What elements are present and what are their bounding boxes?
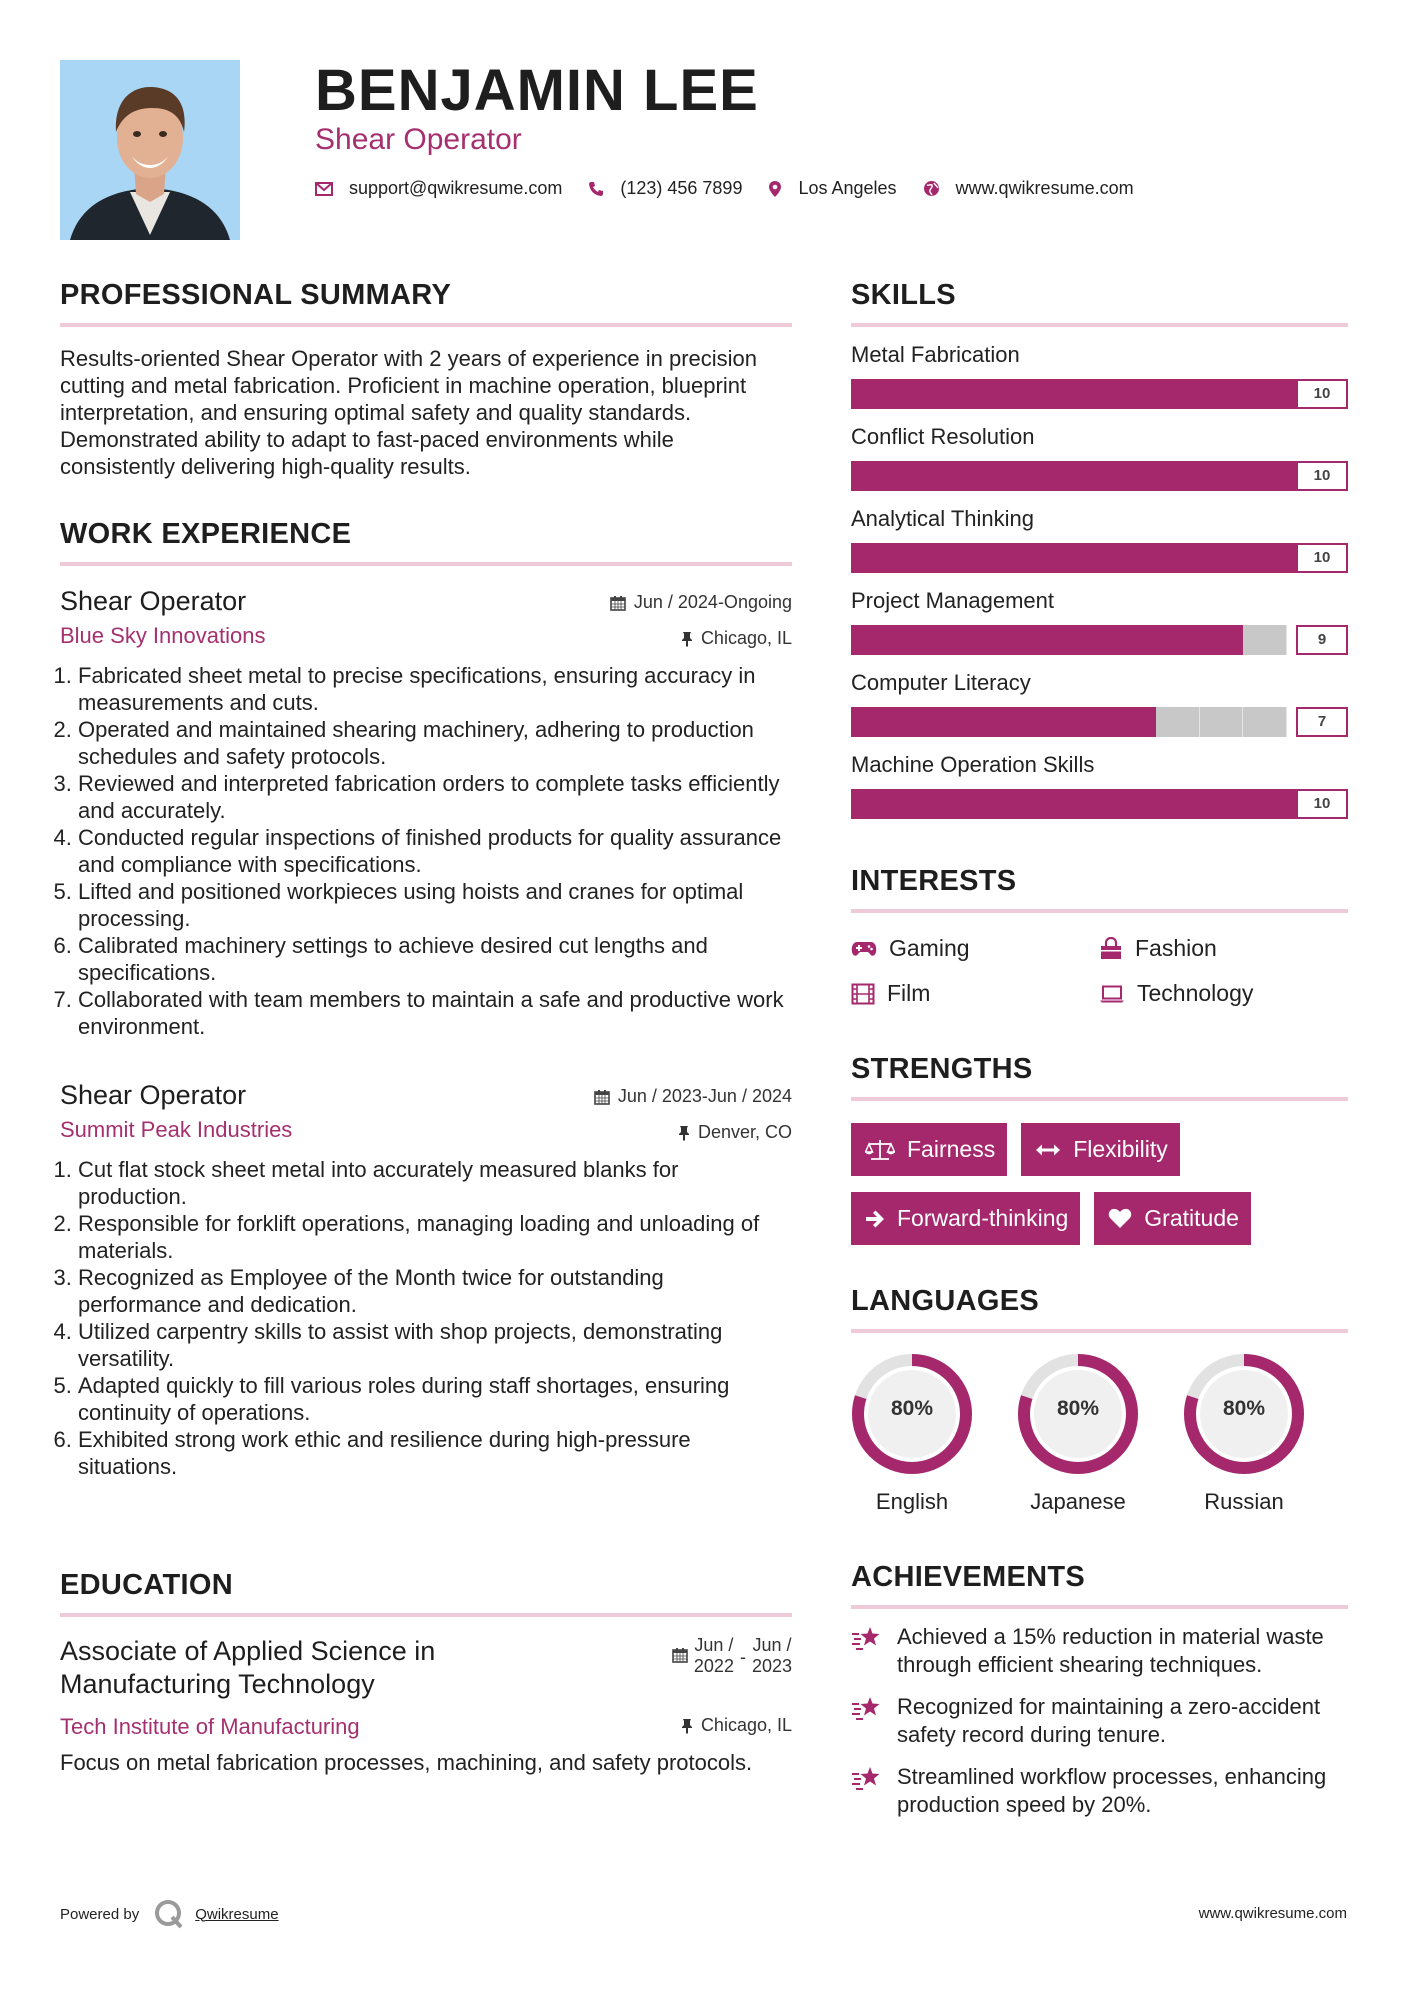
section-divider [851, 1329, 1348, 1333]
job-title: Shear Operator [60, 586, 247, 616]
language-percent: 80% [1056, 1397, 1100, 1420]
skill-bar-segment-filled [1200, 625, 1244, 655]
skill-bar-track [851, 707, 1287, 737]
skill-name: Machine Operation Skills [851, 752, 1095, 777]
pushpin-icon [681, 1718, 693, 1734]
strengths-list [851, 1123, 1348, 1245]
list-item: 7. Collaborated with team members to maintain a safe and productive work environment. [78, 986, 792, 1040]
achievements-heading: ACHIEVEMENTS [851, 1561, 1086, 1593]
achievement-item [851, 1693, 1348, 1749]
interests-list [851, 935, 1348, 1007]
section-divider [851, 1097, 1348, 1101]
skill-item [851, 669, 1348, 737]
strength-label: Flexibility [1073, 1136, 1168, 1162]
achievement-text: Achieved a 15% reduction in material waste through efficient shearing techniques. [897, 1624, 1324, 1677]
contact-website-text: www.qwikresume.com [955, 178, 1134, 198]
left-column [60, 275, 792, 1775]
skill-bar-track [851, 379, 1348, 409]
languages-section [851, 1281, 1348, 1515]
contact-location [768, 178, 896, 199]
section-divider [60, 1613, 792, 1617]
language-item [1183, 1353, 1305, 1515]
achievement-item [851, 1763, 1348, 1819]
skills-section [851, 275, 1348, 819]
skill-bar-segment-empty [1243, 625, 1287, 655]
job-entry [60, 1078, 792, 1480]
footer-powered-by [60, 1898, 279, 1930]
powered-by-text: Powered by [60, 1905, 140, 1923]
job-entry [60, 584, 792, 1040]
skill-level-badge: 10 [1296, 789, 1348, 819]
gamepad-icon [851, 940, 877, 958]
degree-title: Associate of Applied Science in Manufacturing Technology [60, 1636, 436, 1699]
job-location [678, 1122, 792, 1143]
job-date-text: Jun / 2023-Jun / 2024 [617, 1086, 792, 1106]
interest-label: Technology [1137, 980, 1254, 1006]
contact-phone-text: (123) 456 7899 [620, 178, 743, 198]
skill-bar-track [851, 543, 1348, 573]
education-location-text: Chicago, IL [700, 1715, 792, 1735]
education-start-date [694, 1635, 734, 1677]
education-description: Focus on metal fabrication processes, machining, and safety protocols. [60, 1750, 753, 1775]
list-item: 2. Responsible for forklift operations, managing loading and unloading of materials. [78, 1210, 792, 1264]
education-heading: EDUCATION [60, 1569, 233, 1601]
heart-icon [1108, 1208, 1132, 1229]
strength-label: Fairness [907, 1136, 996, 1162]
skill-level-badge: 7 [1296, 707, 1348, 737]
education-entry [60, 1635, 792, 1776]
achievement-item [851, 1623, 1348, 1679]
strength-label: Gratitude [1144, 1205, 1239, 1231]
section-divider [851, 1605, 1348, 1609]
skill-bar-fill [851, 543, 1348, 573]
skill-bar-segment-empty [1243, 707, 1287, 737]
interest-label: Fashion [1135, 935, 1217, 961]
skill-bar-track [851, 625, 1287, 655]
company-name: Blue Sky Innovations [60, 623, 266, 648]
skill-item [851, 505, 1348, 573]
skill-item [851, 751, 1348, 819]
profile-photo [60, 60, 240, 240]
list-item: 3. Reviewed and interpreted fabrication orders to complete tasks efficiently and accurately. [78, 770, 792, 824]
languages-list [851, 1353, 1348, 1515]
job-location-text: Denver, CO [697, 1122, 792, 1142]
skill-bar-segment-filled [1113, 707, 1157, 737]
right-column [851, 275, 1348, 1819]
phone-icon [588, 181, 604, 197]
skill-bar [851, 379, 1348, 409]
education-location [681, 1715, 792, 1736]
laptop-icon [1099, 985, 1125, 1003]
contact-email[interactable] [315, 178, 562, 199]
skill-bar-fill [851, 461, 1348, 491]
job-location [681, 628, 792, 649]
skill-level-badge: 10 [1296, 543, 1348, 573]
skills-list [851, 341, 1348, 819]
education-end-date [752, 1635, 792, 1677]
shooting-star-icon [851, 1695, 883, 1721]
language-ring [1017, 1353, 1139, 1475]
contact-email-text: support@qwikresume.com [349, 178, 563, 198]
job-title: Shear Operator [60, 1080, 247, 1110]
skill-bar-track [851, 461, 1348, 491]
school-name: Tech Institute of Manufacturing [60, 1714, 360, 1739]
list-item: 5. Adapted quickly to fill various roles during staff shortages, ensuring continuity of operations. [78, 1372, 792, 1426]
skill-bar-segment-filled [895, 625, 939, 655]
globe-icon [923, 180, 940, 197]
qwikresume-logo-icon [153, 1898, 185, 1930]
skill-bar-segment-filled [895, 707, 939, 737]
shooting-star-icon [851, 1625, 883, 1651]
section-divider [60, 562, 792, 566]
envelope-icon [315, 182, 333, 196]
job-date [610, 592, 792, 613]
education-date [672, 1635, 792, 1677]
strengths-section [851, 1049, 1348, 1245]
skill-name: Conflict Resolution [851, 424, 1035, 449]
strength-chip [851, 1123, 1007, 1176]
experience-heading: WORK EXPERIENCE [60, 518, 352, 550]
list-item: 1. Fabricated sheet metal to precise specifications, ensuring accuracy in measurements and cuts. [78, 662, 792, 716]
skill-bar-segment-empty [1156, 707, 1200, 737]
achievements-list [851, 1623, 1348, 1819]
skill-name: Computer Literacy [851, 670, 1031, 695]
skill-bar-segment-filled [851, 707, 895, 737]
skill-name: Metal Fabrication [851, 342, 1020, 367]
list-item: 5. Lifted and positioned workpieces using hoists and cranes for optimal processing. [78, 878, 792, 932]
skill-bar-segment-filled [982, 625, 1026, 655]
skill-item [851, 341, 1348, 409]
language-item [1017, 1353, 1139, 1515]
candidate-name: BENJAMIN LEE [315, 58, 759, 123]
skill-name: Analytical Thinking [851, 506, 1035, 531]
language-ring [1183, 1353, 1305, 1475]
skill-level-badge: 10 [1296, 379, 1348, 409]
shopping-bag-icon [1099, 937, 1123, 961]
pushpin-icon [678, 1125, 690, 1141]
job-date [594, 1086, 792, 1107]
interest-item [1099, 980, 1347, 1007]
skill-level-badge: 10 [1296, 461, 1348, 491]
interest-label: Gaming [889, 935, 970, 961]
interests-section [851, 861, 1348, 1007]
achievement-text: Streamlined workflow processes, enhancing production speed by 20%. [897, 1764, 1327, 1817]
skill-name: Project Management [851, 588, 1054, 613]
footer-website[interactable]: www.qwikresume.com [1198, 1905, 1347, 1922]
skill-bar-segment-filled [1025, 625, 1069, 655]
interests-heading: INTERESTS [851, 865, 1017, 897]
skill-bar [851, 461, 1348, 491]
strength-chip [851, 1192, 1080, 1245]
list-item: 3. Recognized as Employee of the Month twice for outstanding performance and dedication. [78, 1264, 792, 1318]
skill-bar-track [851, 789, 1348, 819]
skill-bar [851, 543, 1348, 573]
skill-bar [851, 707, 1348, 737]
interest-label: Film [887, 980, 931, 1006]
candidate-role: Shear Operator [315, 123, 522, 156]
language-name: Russian [1204, 1489, 1284, 1514]
date-part: Jun / [752, 1635, 792, 1655]
achievements-section [851, 1557, 1348, 1819]
job-location-text: Chicago, IL [700, 628, 792, 648]
job-date-text: Jun / 2024-Ongoing [633, 592, 792, 612]
skill-level-badge: 9 [1296, 625, 1348, 655]
skill-bar-segment-filled [1113, 625, 1157, 655]
balance-scale-icon [865, 1138, 895, 1162]
language-name: Japanese [1030, 1489, 1126, 1514]
map-marker-icon [768, 180, 782, 198]
language-item [851, 1353, 973, 1515]
skill-bar-segment-filled [982, 707, 1026, 737]
date-part: 2023 [751, 1656, 792, 1676]
strength-label: Forward-thinking [897, 1205, 1069, 1231]
list-item: 4. Conducted regular inspections of finished products for quality assurance and compliance with specifications. [78, 824, 792, 878]
calendar-icon [610, 595, 626, 611]
interest-item [851, 980, 1099, 1007]
qwikresume-link[interactable]: Qwikresume [195, 1905, 279, 1923]
summary-section [60, 275, 792, 480]
list-item: 6. Calibrated machinery settings to achieve desired cut lengths and specifications. [78, 932, 792, 986]
achievement-text: Recognized for maintaining a zero-accident safety record during tenure. [897, 1694, 1321, 1747]
skill-bar-segment-filled [938, 625, 982, 655]
skill-bar-segment-filled [1025, 707, 1069, 737]
contact-bar [315, 178, 1160, 199]
summary-text: Results-oriented Shear Operator with 2 years of experience in precision cutting and metal fabrication. Proficient in machine operation, blueprint interpretation, and ensuring optimal safety and quality standards. Demonstrated ability to adapt to fast-paced environments while consistently delivering high-quality results. [60, 346, 758, 479]
arrow-right-icon [865, 1209, 885, 1229]
skill-bar-segment-filled [1069, 707, 1113, 737]
interest-item [851, 935, 1099, 962]
skill-bar-fill [851, 379, 1348, 409]
experience-section [60, 514, 792, 1480]
language-percent: 80% [890, 1397, 934, 1420]
film-icon [851, 983, 875, 1005]
skill-bar-segment-filled [938, 707, 982, 737]
skill-item [851, 587, 1348, 655]
skill-bar [851, 789, 1348, 819]
job-bullets [60, 662, 792, 1040]
section-divider [851, 909, 1348, 913]
skill-bar-segment-empty [1200, 707, 1244, 737]
language-percent: 80% [1222, 1397, 1266, 1420]
languages-heading: LANGUAGES [851, 1285, 1039, 1317]
date-part: 2022 [693, 1656, 734, 1676]
calendar-icon [672, 1647, 688, 1663]
language-name: English [875, 1489, 949, 1514]
list-item: 4. Utilized carpentry skills to assist with shop projects, demonstrating versatility. [78, 1318, 792, 1372]
contact-website[interactable] [923, 178, 1134, 199]
calendar-icon [594, 1089, 610, 1105]
arrows-horizontal-icon [1035, 1143, 1061, 1157]
skill-bar-segment-filled [851, 625, 895, 655]
skill-item [851, 423, 1348, 491]
skills-heading: SKILLS [851, 279, 956, 311]
list-item: 6. Exhibited strong work ethic and resilience during high-pressure situations. [78, 1426, 792, 1480]
list-item: 1. Cut flat stock sheet metal into accurately measured blanks for production. [78, 1156, 792, 1210]
strengths-heading: STRENGTHS [851, 1053, 1033, 1085]
summary-heading: PROFESSIONAL SUMMARY [60, 279, 452, 311]
pushpin-icon [681, 631, 693, 647]
contact-phone[interactable] [588, 178, 742, 199]
shooting-star-icon [851, 1765, 883, 1791]
skill-bar-fill [851, 789, 1348, 819]
strength-chip [1021, 1123, 1180, 1176]
date-separator: - [739, 1647, 746, 1667]
skill-bar-segment-filled [1069, 625, 1113, 655]
strength-chip [1094, 1192, 1251, 1245]
language-ring [851, 1353, 973, 1475]
date-part: Jun / [694, 1635, 734, 1655]
section-divider [851, 323, 1348, 327]
skill-bar-segment-filled [1156, 625, 1200, 655]
job-bullets [60, 1156, 792, 1480]
skill-bar [851, 625, 1348, 655]
list-item: 2. Operated and maintained shearing machinery, adhering to production schedules and safety protocols. [78, 716, 792, 770]
section-divider [60, 323, 792, 327]
contact-location-text: Los Angeles [798, 178, 897, 198]
interest-item [1099, 935, 1347, 962]
company-name: Summit Peak Industries [60, 1117, 293, 1142]
education-section [60, 1565, 792, 1798]
